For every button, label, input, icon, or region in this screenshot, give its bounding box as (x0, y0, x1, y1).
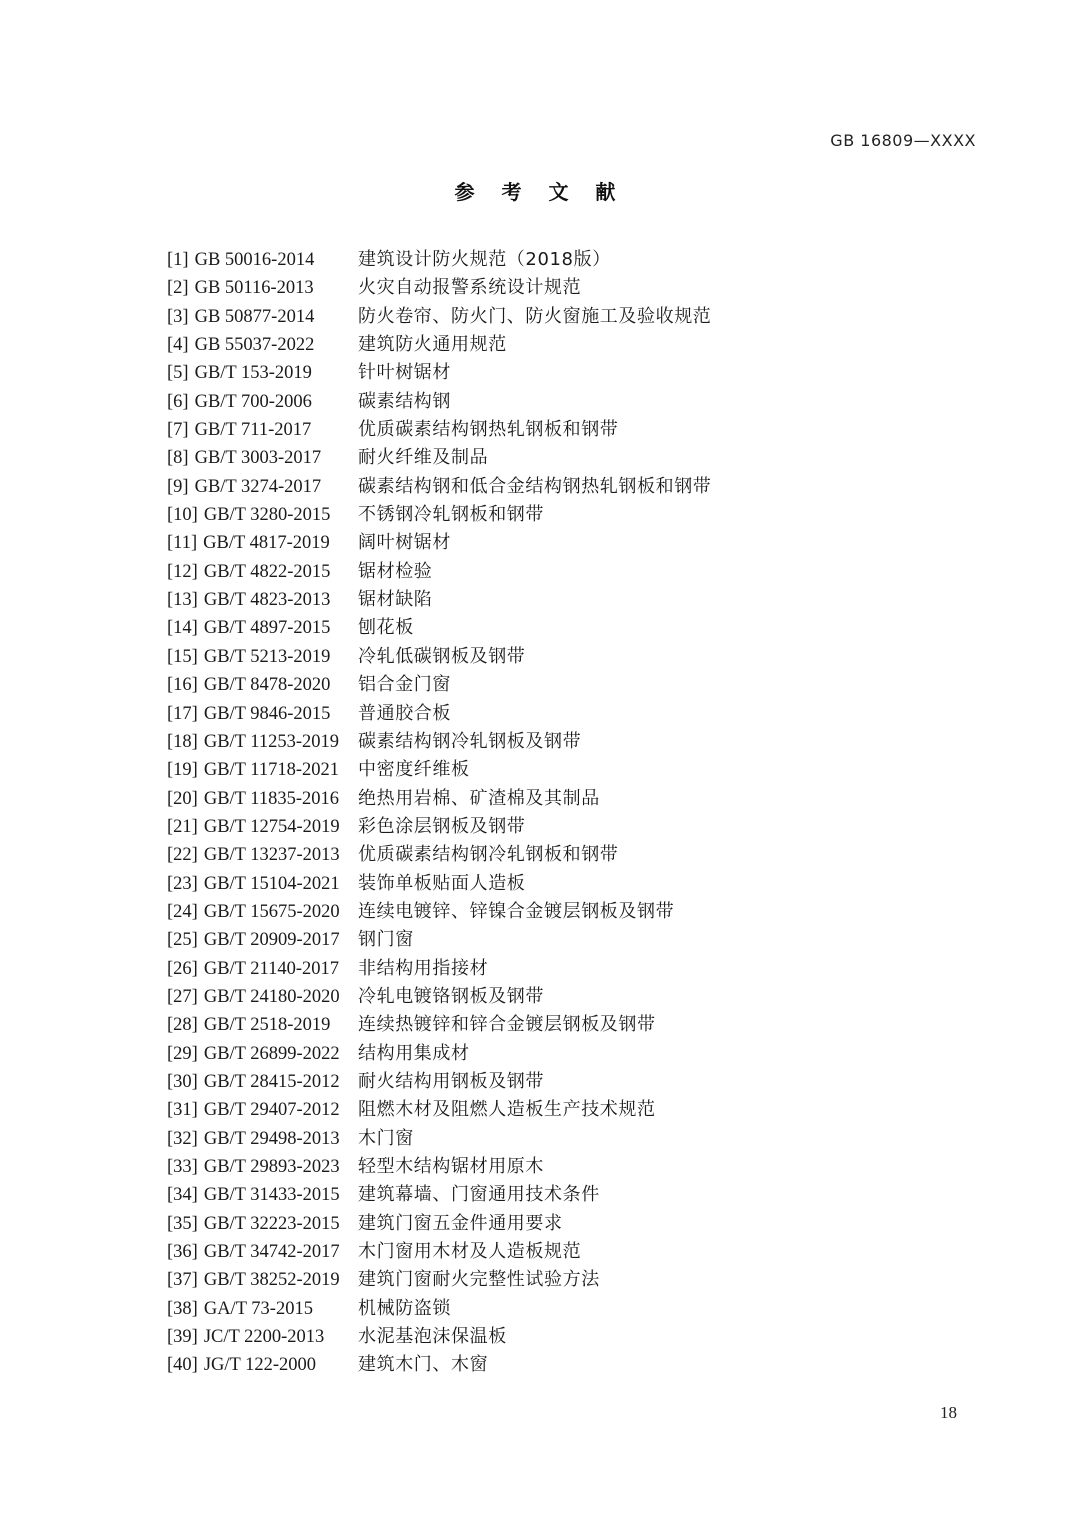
reference-standard-code: GB/T 38252-2019 (203, 1270, 340, 1291)
reference-item (167, 898, 675, 926)
reference-number: [23] (167, 873, 198, 894)
reference-standard-code: GB/T 3274-2017 (194, 476, 322, 497)
reference-standard-code: GB 50116-2013 (194, 278, 314, 299)
reference-number: [20] (167, 788, 198, 809)
reference-number: [3] (167, 306, 189, 327)
page-number: 18 (940, 1403, 957, 1422)
reference-title: 结构用集成材 (358, 1042, 470, 1064)
reference-number: [22] (167, 845, 198, 866)
reference-title: 普通胶合板 (358, 702, 451, 724)
reference-standard-code: GB 50016-2014 (194, 250, 315, 270)
reference-title: 铝合金门窗 (358, 674, 451, 696)
reference-standard-code: GB/T 11718-2021 (203, 760, 339, 781)
reference-item (167, 1040, 470, 1068)
reference-title: 木门窗 (358, 1127, 414, 1149)
reference-title: 优质碳素结构钢热轧钢板和钢带 (358, 419, 619, 441)
reference-title: 锯材缺陷 (358, 589, 433, 611)
reference-item (167, 756, 470, 784)
reference-standard-code: GB 50877-2014 (194, 306, 315, 327)
reference-title: 刨花板 (358, 617, 414, 639)
reference-title: 针叶树锯材 (358, 362, 451, 384)
reference-item (167, 614, 414, 642)
reference-number: [15] (167, 646, 198, 667)
reference-title: 碳素结构钢和低合金结构钢热轧钢板和钢带 (358, 475, 712, 497)
reference-item (167, 1181, 600, 1209)
reference-standard-code: GB/T 28415-2012 (203, 1071, 340, 1092)
reference-number: [9] (167, 476, 189, 497)
reference-item (167, 1323, 507, 1351)
reference-standard-code: GA/T 73-2015 (203, 1298, 313, 1319)
reference-standard-code: GB/T 13237-2013 (203, 845, 340, 866)
reference-title: 建筑木门、木窗 (358, 1354, 489, 1376)
reference-number: [19] (167, 760, 198, 781)
reference-standard-code: GB/T 21140-2017 (203, 958, 339, 979)
reference-number: [34] (167, 1185, 198, 1206)
reference-title: 钢门窗 (358, 929, 414, 951)
reference-item (167, 700, 451, 728)
reference-title: 碳素结构钢冷轧钢板及钢带 (358, 730, 582, 752)
reference-title: 优质碳素结构钢冷轧钢板和钢带 (358, 844, 619, 866)
reference-standard-code: GB/T 700-2006 (194, 391, 312, 412)
reference-number: [27] (167, 986, 198, 1007)
reference-title: 建筑设计防火规范（2018版） (358, 249, 611, 270)
reference-item (167, 1238, 582, 1266)
reference-number: [30] (167, 1071, 198, 1092)
reference-number: [26] (167, 958, 198, 979)
reference-number: [17] (167, 703, 198, 724)
reference-title: 连续热镀锌和锌合金镀层钢板及钢带 (358, 1014, 656, 1036)
reference-title: 中密度纤维板 (358, 759, 470, 781)
reference-list (167, 246, 712, 1380)
reference-standard-code: GB/T 26899-2022 (203, 1043, 340, 1064)
reference-standard-code: GB/T 32223-2015 (203, 1213, 340, 1234)
reference-number: [14] (167, 618, 198, 639)
reference-number: [25] (167, 930, 198, 951)
reference-standard-code: GB/T 5213-2019 (203, 646, 331, 667)
reference-item (167, 303, 712, 331)
reference-item (167, 501, 544, 529)
reference-standard-code: GB/T 4823-2013 (203, 590, 331, 611)
reference-title: 建筑防火通用规范 (358, 334, 507, 356)
reference-item (167, 870, 526, 898)
reference-standard-code: GB/T 4822-2015 (203, 561, 331, 582)
reference-standard-code: GB/T 15675-2020 (203, 901, 340, 922)
reference-number: [5] (167, 363, 189, 384)
reference-title: 建筑门窗耐火完整性试验方法 (358, 1269, 600, 1291)
reference-title: 不锈钢冷轧钢板和钢带 (358, 504, 544, 526)
reference-standard-code: GB/T 29498-2013 (203, 1128, 340, 1149)
reference-title: 轻型木结构锯材用原木 (358, 1156, 544, 1177)
reference-title: 阔叶树锯材 (358, 532, 451, 554)
reference-standard-code: GB/T 12754-2019 (203, 816, 340, 837)
reference-standard-code: GB/T 31433-2015 (203, 1185, 340, 1206)
reference-number: [7] (167, 420, 189, 441)
reference-number: [40] (167, 1355, 198, 1376)
reference-item (167, 1153, 544, 1181)
reference-number: [31] (167, 1100, 198, 1121)
page-title: 参 考 文 献 (454, 180, 626, 204)
reference-standard-code: GB/T 11253-2019 (203, 731, 339, 752)
reference-title: 木门窗用木材及人造板规范 (358, 1241, 582, 1263)
reference-item (167, 926, 414, 954)
reference-number: [12] (167, 561, 198, 582)
reference-item (167, 841, 619, 869)
reference-number: [21] (167, 816, 198, 837)
reference-title: 耐火纤维及制品 (358, 447, 489, 469)
reference-standard-code: JG/T 122-2000 (203, 1355, 317, 1376)
reference-item (167, 728, 582, 756)
reference-item (167, 1351, 489, 1379)
reference-number: [32] (167, 1128, 198, 1149)
reference-standard-code: GB/T 8478-2020 (203, 675, 331, 696)
reference-standard-code: GB/T 29893-2023 (203, 1157, 340, 1177)
reference-title: 防火卷帘、防火门、防火窗施工及验收规范 (358, 305, 712, 327)
reference-item (167, 444, 489, 472)
reference-number: [1] (167, 250, 189, 270)
reference-standard-code: GB/T 4817-2019 (203, 533, 330, 554)
reference-title: 水泥基泡沫保温板 (358, 1326, 507, 1348)
reference-item (167, 813, 526, 841)
reference-number: [13] (167, 590, 198, 611)
reference-item (167, 529, 451, 557)
reference-item (167, 1210, 563, 1238)
reference-item (167, 331, 507, 359)
reference-title: 彩色涂层钢板及钢带 (358, 815, 526, 837)
reference-title: 碳素结构钢 (358, 390, 451, 412)
reference-item (167, 671, 451, 699)
reference-number: [36] (167, 1242, 198, 1263)
reference-number: [18] (167, 731, 198, 752)
reference-standard-code: GB/T 11835-2016 (203, 788, 339, 809)
reference-item (167, 983, 544, 1011)
reference-standard-code: GB/T 15104-2021 (203, 873, 340, 894)
reference-item (167, 1096, 656, 1124)
reference-item (167, 1011, 656, 1039)
reference-number: [4] (167, 335, 189, 356)
reference-standard-code: GB 55037-2022 (194, 335, 315, 356)
reference-item (167, 586, 433, 614)
standard-code-header: GB 16809—XXXX (830, 131, 976, 150)
reference-title: 绝热用岩棉、矿渣棉及其制品 (358, 787, 600, 809)
reference-title: 装饰单板贴面人造板 (358, 872, 526, 894)
reference-item (167, 1125, 414, 1153)
reference-standard-code: GB/T 34742-2017 (203, 1242, 340, 1263)
reference-number: [2] (167, 278, 189, 299)
reference-number: [16] (167, 675, 198, 696)
reference-standard-code: GB/T 4897-2015 (203, 618, 331, 639)
reference-title: 冷轧电镀铬钢板及钢带 (358, 985, 544, 1007)
reference-title: 机械防盗锁 (358, 1297, 451, 1319)
reference-title: 锯材检验 (358, 560, 433, 582)
reference-number: [24] (167, 901, 198, 922)
reference-standard-code: GB/T 711-2017 (194, 420, 312, 441)
reference-item (167, 246, 611, 274)
reference-title: 建筑幕墙、门窗通用技术条件 (358, 1184, 600, 1206)
reference-number: [35] (167, 1213, 198, 1234)
reference-number: [11] (167, 533, 198, 554)
reference-item (167, 388, 451, 416)
reference-item (167, 274, 582, 302)
reference-number: [8] (167, 448, 189, 469)
reference-item (167, 416, 619, 444)
reference-item (167, 1068, 544, 1096)
reference-number: [6] (167, 391, 189, 412)
reference-standard-code: GB/T 2518-2019 (203, 1015, 331, 1036)
reference-standard-code: GB/T 3003-2017 (194, 448, 322, 469)
reference-number: [37] (167, 1270, 198, 1291)
reference-standard-code: GB/T 3280-2015 (203, 505, 331, 526)
reference-standard-code: GB/T 9846-2015 (203, 703, 331, 724)
reference-standard-code: GB/T 29407-2012 (203, 1100, 340, 1121)
reference-standard-code: JC/T 2200-2013 (203, 1327, 325, 1348)
reference-item (167, 558, 433, 586)
reference-title: 耐火结构用钢板及钢带 (358, 1070, 544, 1092)
reference-standard-code: GB/T 20909-2017 (203, 930, 340, 951)
reference-standard-code: GB/T 24180-2020 (203, 986, 340, 1007)
reference-title: 非结构用指接材 (358, 957, 489, 979)
reference-title: 建筑门窗五金件通用要求 (358, 1212, 563, 1234)
reference-standard-code: GB/T 153-2019 (194, 363, 312, 384)
reference-title: 火灾自动报警系统设计规范 (358, 277, 582, 299)
reference-item (167, 1295, 451, 1323)
reference-number: [33] (167, 1157, 198, 1177)
reference-item (167, 473, 712, 501)
reference-item (167, 643, 526, 671)
reference-item (167, 359, 451, 387)
reference-item (167, 785, 600, 813)
reference-number: [39] (167, 1327, 198, 1348)
reference-title: 冷轧低碳钢板及钢带 (358, 645, 526, 667)
reference-title: 阻燃木材及阻燃人造板生产技术规范 (358, 1099, 656, 1121)
reference-title: 连续电镀锌、锌镍合金镀层钢板及钢带 (358, 900, 675, 922)
reference-number: [10] (167, 505, 198, 526)
reference-number: [38] (167, 1298, 198, 1319)
reference-item (167, 955, 489, 983)
reference-number: [29] (167, 1043, 198, 1064)
reference-number: [28] (167, 1015, 198, 1036)
reference-item (167, 1266, 600, 1294)
